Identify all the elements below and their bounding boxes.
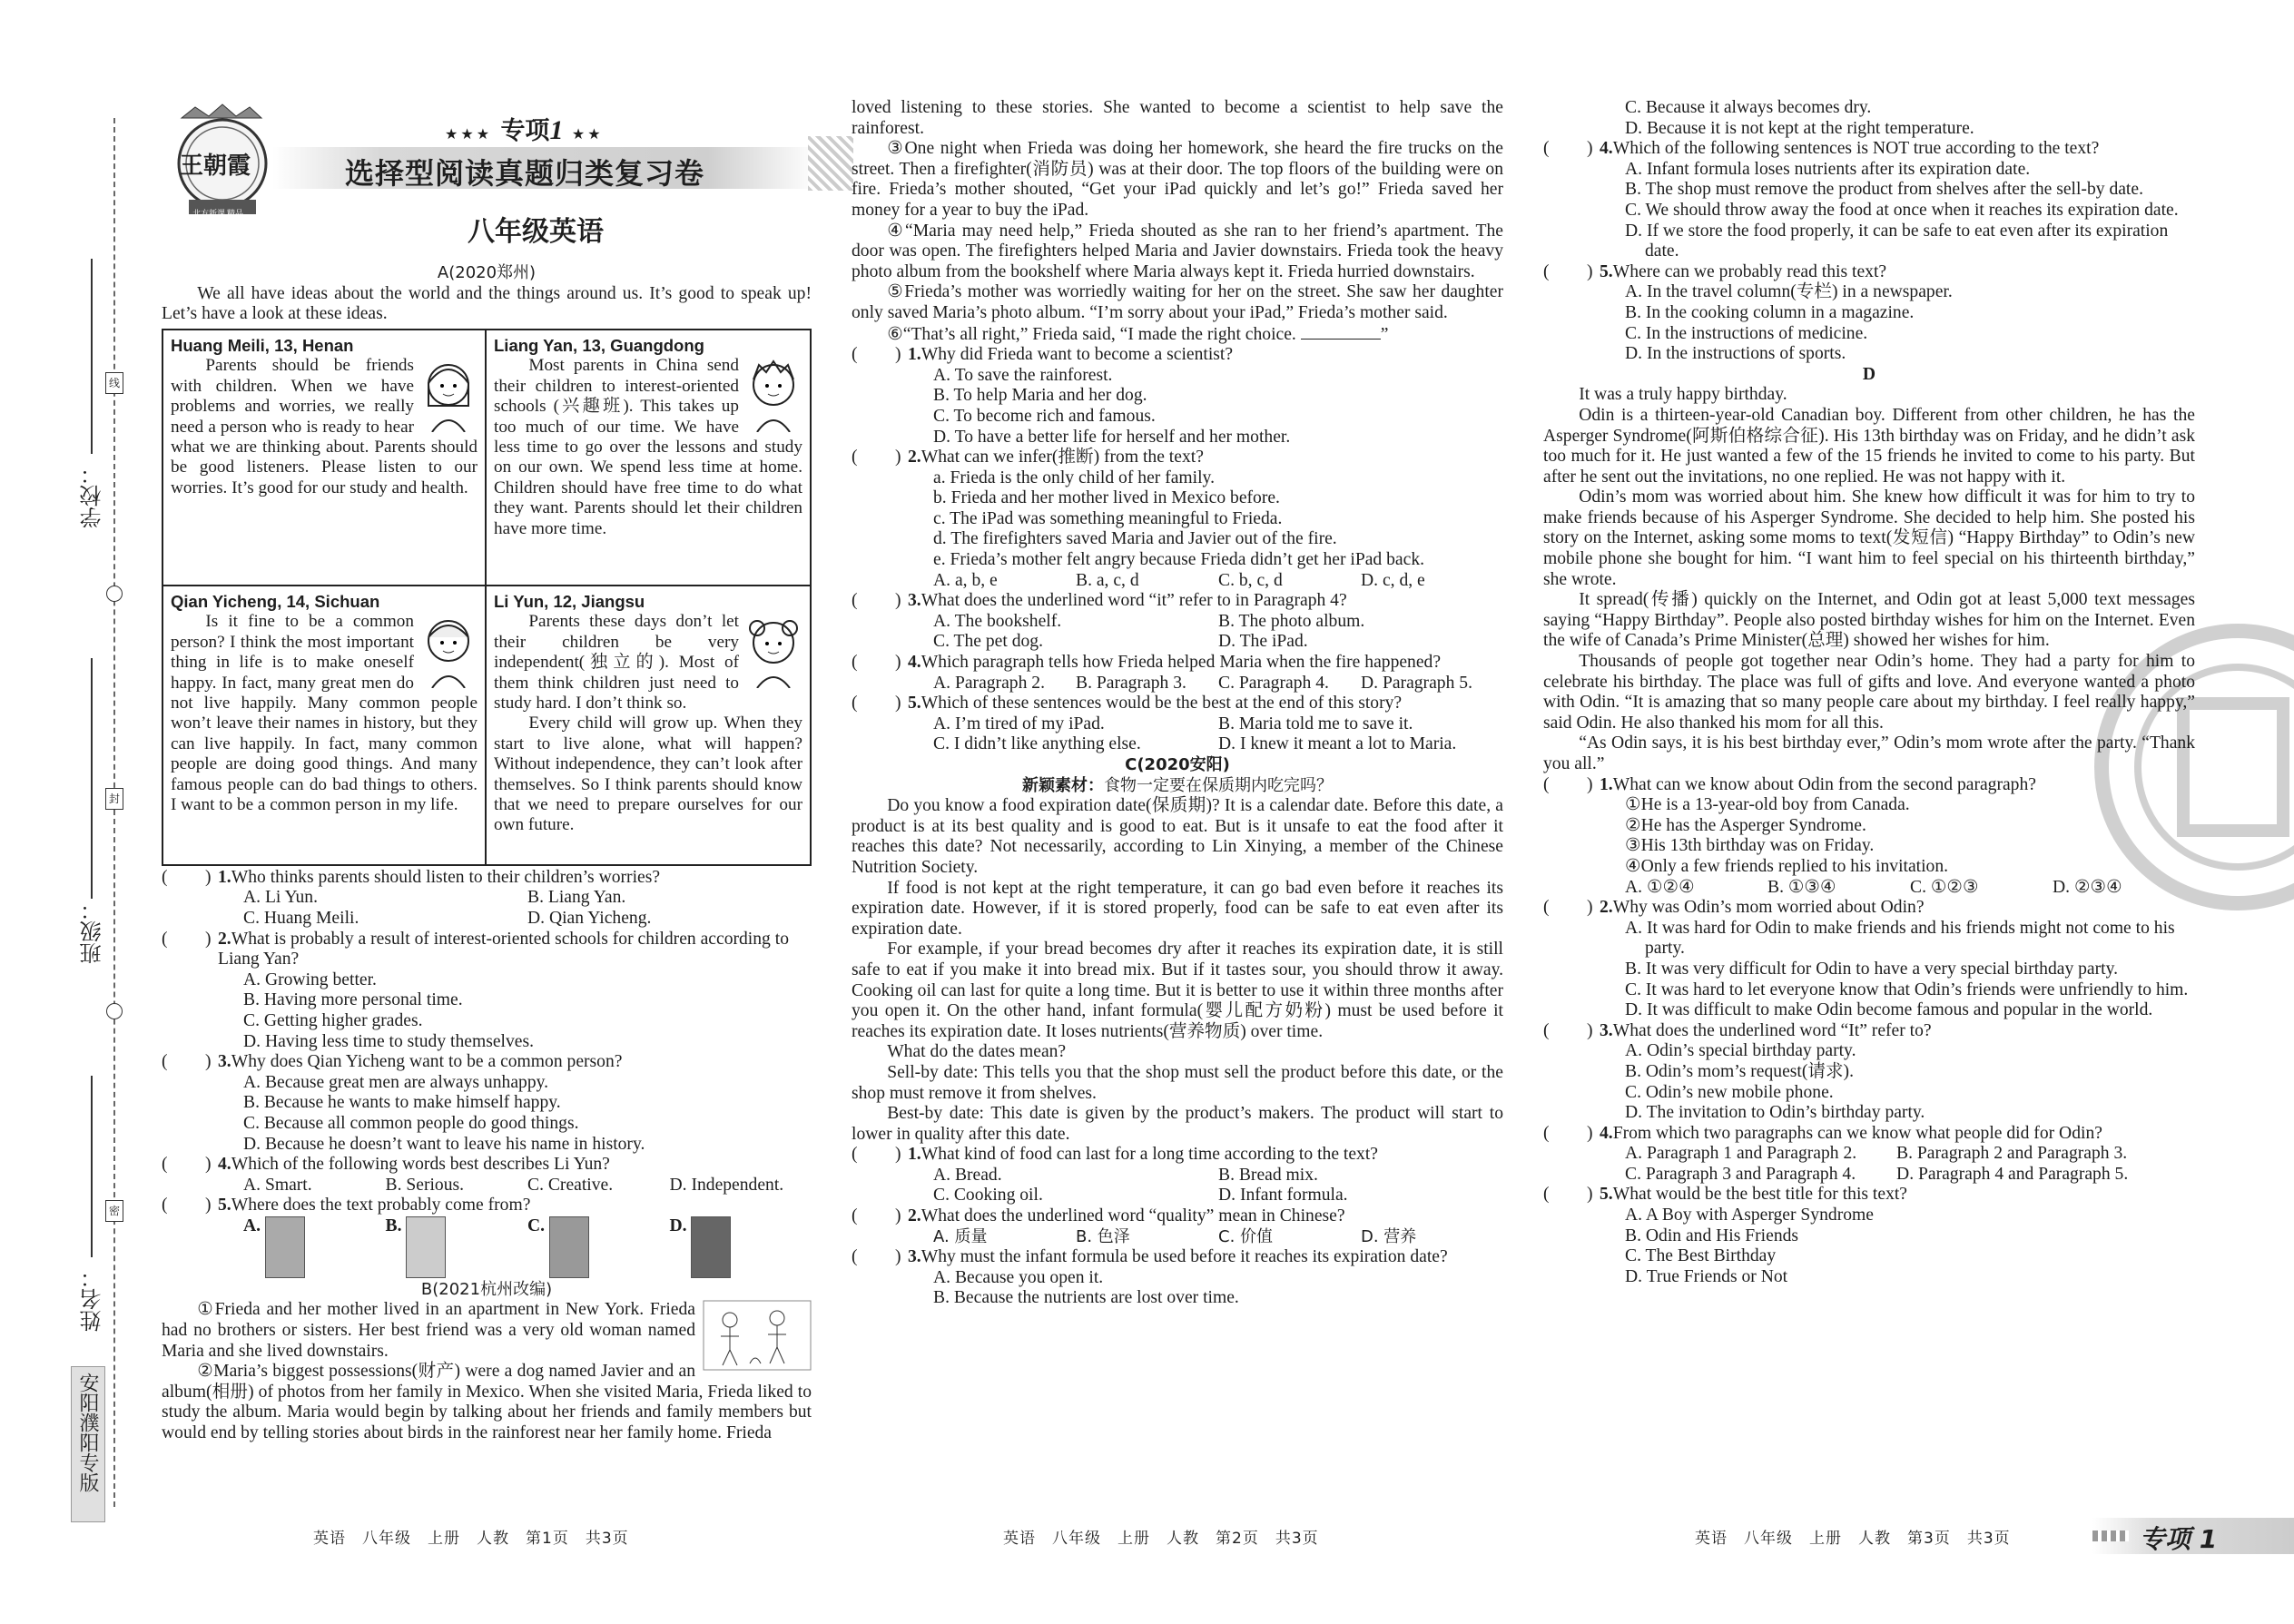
option[interactable]: D. Independent.	[669, 1175, 784, 1195]
option[interactable]: D. It was difficult to make Odin become famous and popular in the world.	[1625, 1000, 2153, 1020]
options	[852, 674, 1503, 694]
section-b-p2-cont: loved listening to these stories. She wanted to become a scientist to help save the rainforest.	[852, 98, 1503, 138]
new-material-note	[852, 776, 1503, 797]
section-d-p4: It spread(传播) quickly on the Internet, and Odin got at least 5,000 text messages saying “Happy Birthday”. People also posted birthday wishes for him on the Internet. Even the wife of Canada’s Prime Minister(总理) showed her wishes for him.	[1543, 590, 2195, 651]
opinion-name: Liang Yan, 13, Guangdong	[494, 335, 704, 355]
option[interactable]: D. ②③④	[2053, 877, 2122, 897]
option[interactable]: A. Because you open it.	[933, 1267, 1104, 1287]
column-1	[162, 263, 812, 1444]
option[interactable]: B. a, c, d	[1076, 570, 1139, 590]
question-d5: ( ) 5.What would be the best title for this text?	[1543, 1185, 1908, 1205]
option[interactable]: D. Infant formula.	[1218, 1186, 1348, 1206]
option[interactable]: D. Paragraph 5.	[1361, 673, 1472, 693]
boy-portrait-icon	[419, 612, 478, 688]
option[interactable]: A. A Boy with Asperger Syndrome	[1625, 1206, 1874, 1225]
seal-watermark-icon	[2088, 617, 2294, 917]
option[interactable]: D. The invitation to Odin’s birthday party.	[1625, 1103, 1925, 1123]
option[interactable]: C. 价值	[1218, 1226, 1274, 1246]
option[interactable]: B. Paragraph 3.	[1076, 673, 1186, 693]
option[interactable]: D. 营养	[1361, 1226, 1417, 1246]
newspaper-icon	[406, 1216, 446, 1278]
option[interactable]: D. To have a better life for herself and her mother.	[933, 427, 1291, 447]
opinion-cell	[487, 586, 810, 864]
star-icon: ★★	[571, 125, 604, 143]
series-number: 1	[549, 115, 564, 145]
section-d-p2: Odin is a thirteen-year-old Canadian boy. Different from other children, he has the Asperger Syndrome(阿斯伯格综合征). His 13th birthday was on Friday, and he didn’t ask too much for it. He just wanted a few of the 15 friends he invited to come to his party. But after he sent out the invitations, no one replied. He was not happy with it.	[1543, 405, 2195, 487]
option[interactable]: C. To become rich and famous.	[933, 406, 1156, 426]
section-b-p1: ①Frieda and her mother lived in an apartment in New York. Frieda had no brothers or sisters. Her best friend was a very old woman named Maria and she lived downstairs.	[162, 1300, 695, 1361]
statement: d. The firefighters saved Maria and Javier out of the fire.	[933, 529, 1337, 549]
section-c-p3: For example, if your bread becomes dry after it reaches its expiration date, it is still safe to eat if you make it into bread mix. But if it tastes sour, you should throw it away. Cooking oil can last for quite a long time. But it is better to use it within three months after you open it. On the other hand, infant formula(婴儿配方奶粉) must be used before it reaches its expiration date. It loses nutrients(营养物质) over time.	[852, 940, 1503, 1041]
option[interactable]: B. Serious.	[385, 1175, 465, 1195]
option[interactable]: C. Odin’s new mobile phone.	[1625, 1082, 1834, 1102]
section-b-p6: ⑥“That’s all right,” Frieda said, “I made the right choice. ”	[887, 324, 1389, 344]
option[interactable]: C. The pet dog.	[933, 632, 1043, 652]
option[interactable]: B. Maria told me to save it.	[1218, 714, 1413, 733]
name-label: 姓名：	[80, 1266, 105, 1332]
option[interactable]: A. To save the rainforest.	[933, 365, 1113, 385]
option[interactable]: C. The Best Birthday	[1625, 1246, 1777, 1266]
school-label: 学校：	[80, 463, 105, 528]
option[interactable]: C. ①②③	[1910, 877, 1979, 897]
options	[852, 1166, 1503, 1206]
cut-line	[113, 118, 115, 1507]
section-c-p1: Do you know a food expiration date(保质期)? It is a calendar date. Before this date, a product is at its best quality and is good to eat. But is it unsafe to eat the food after it reaches this date? Not necessarily, according to Lin Xinying, a member of the Chinese Nutrition Society.	[852, 796, 1503, 877]
image-options	[162, 1216, 812, 1280]
opinion-name: Li Yun, 12, Jiangsu	[494, 591, 645, 611]
options	[852, 571, 1503, 592]
opinion-text: Parents these days don’t let their children be very independent(独立的). Most of them think children just need to study hard. I don’t think so.	[494, 612, 739, 713]
options	[1543, 1144, 2195, 1185]
option[interactable]: C. We should throw away the food at once when it reaches its expiration date.	[1625, 200, 2179, 220]
section-c-p4: What do the dates mean?	[887, 1042, 1067, 1062]
option[interactable]: D. c, d, e	[1361, 570, 1425, 590]
logo-tag-right: 精品	[227, 210, 244, 219]
girl-portrait-icon	[744, 612, 802, 688]
children-playing-icon	[703, 1300, 812, 1371]
question-b2: ( ) 2.What can we infer(推断) from the text?	[852, 448, 1204, 468]
option[interactable]: C. Because all common people do good things.	[243, 1113, 579, 1133]
school-line	[91, 259, 93, 454]
option[interactable]: B. The photo album.	[1218, 611, 1365, 631]
section-c-p6: Best-by date: This date is given by the product’s makers. The product will start to lower in quality after this date.	[852, 1104, 1503, 1144]
option[interactable]: B. Because he wants to make himself happy.	[243, 1093, 561, 1113]
option-c[interactable]: C.	[527, 1216, 670, 1280]
option[interactable]: D. In the instructions of sports.	[1625, 344, 1846, 364]
option[interactable]: B. Paragraph 2 and Paragraph 3.	[1896, 1144, 2128, 1164]
section-b-p4: ④“Maria may need help,” Frieda shouted as she ran to her friend’s apartment. The door was open. The firefighters helped Maria and Javier downstairs. Frieda took the heavy photo album from the bookshelf where Maria always kept it. Frieda hurried downstairs.	[852, 221, 1503, 281]
question-a5: ( ) 5.Where does the text probably come from?	[162, 1196, 531, 1216]
boy-portrait-icon	[744, 356, 802, 432]
option[interactable]: D. True Friends or Not	[1625, 1266, 1788, 1286]
question-c5: ( ) 5.Where can we probably read this text?	[1543, 261, 1887, 281]
section-d-p3: Odin’s mom was worried about him. She knew how difficult it was for him to try to make friends because of his Asperger Syndrome. She decided to help him. She posted his story on the Internet, asking some moms to text(发短信) “Happy Birthday” to Odin’s new mobile phone she bought for him. “I want him to feel special on his thirteenth birthday,” she wrote.	[1543, 487, 2195, 589]
option[interactable]: C. It was hard to let everyone know that Odin’s friends were unfriendly to him.	[1625, 979, 2189, 999]
option[interactable]: A. Smart.	[243, 1175, 312, 1195]
option[interactable]: C. b, c, d	[1218, 570, 1283, 590]
class-line	[91, 658, 93, 899]
section-c-heading: C(2020安阳)	[1125, 755, 1230, 774]
option[interactable]: D. Paragraph 4 and Paragraph 5.	[1896, 1164, 2129, 1184]
option[interactable]: D. Because he doesn’t want to leave his name in history.	[243, 1134, 645, 1154]
question-a2: ( ) 2.What is probably a result of interest-oriented schools for children according to Liang Yan?	[162, 929, 789, 969]
question-a1: ( ) 1.Who thinks parents should listen to their children’s worries?	[162, 867, 661, 887]
section-a-heading: A(2020郑州)	[437, 263, 537, 282]
question-d3: ( ) 3.What does the underlined word “It” refer to?	[1543, 1020, 1932, 1040]
section-a-intro: We all have ideas about the world and the things around us. It’s good to speak up! Let’s have a look at these ideas.	[162, 283, 812, 324]
option[interactable]: A. Growing better.	[243, 969, 377, 989]
book-cover-icon	[691, 1216, 731, 1278]
mark-circle-1	[106, 586, 123, 602]
series-label-row	[445, 111, 604, 146]
section-d-p5: Thousands of people got together near Odin’s home. They had a party for him to celebrate his birthday. The place was full of gifts and love. And everyone wanted a photo with Odin. “It is amazing that so many people care about my birthday. I feel really happy,” said Odin. He also thanked his mom for all this.	[1543, 652, 2195, 733]
option[interactable]: B. Bread mix.	[1218, 1165, 1318, 1185]
question-b4: ( ) 4.Which paragraph tells how Frieda helped Maria when the fire happened?	[852, 653, 1442, 673]
statement: a. Frieda is the only child of her family.	[933, 468, 1215, 487]
page-footer: 英语 八年级 上册 人教 第2页 共3页	[1003, 1530, 1319, 1548]
option[interactable]: A. Infant formula loses nutrients after its expiration date.	[1625, 159, 2031, 179]
opinion-cell	[487, 330, 810, 586]
opinion-text: Parents should be friends with children. When we have problems and worries, we really need a person who is ready to hear what we are thinking about. Parents should be good listeners. Please listen to our worries. It’s good for our study and health.	[171, 356, 478, 497]
section-b-heading: B(2021杭州改编)	[420, 1279, 553, 1299]
answer-blank[interactable]	[1301, 324, 1381, 340]
question-d4: ( ) 4.From which two paragraphs can we know what people did for Odin?	[1543, 1123, 2102, 1143]
section-d-p1: It was a truly happy birthday.	[1579, 385, 1787, 405]
option[interactable]: C. Getting higher grades.	[243, 1010, 423, 1030]
question-b5: ( ) 5.Which of these sentences would be the best at the end of this story?	[852, 694, 1403, 714]
question-b1: ( ) 1.Why did Frieda want to become a scientist?	[852, 345, 1234, 365]
statement: c. The iPad was something meaningful to Frieda.	[933, 508, 1283, 528]
option[interactable]: A. Odin’s special birthday party.	[1625, 1041, 1856, 1061]
question-c4: ( ) 4.Which of the following sentences is NOT true according to the text?	[1543, 139, 2100, 159]
column-2	[852, 98, 1503, 1309]
statement: e. Frieda’s mother felt angry because Frieda didn’t get her iPad back.	[933, 550, 1425, 570]
option[interactable]: A. Because great men are always unhappy.	[243, 1072, 549, 1092]
statement: ②He has the Asperger Syndrome.	[1625, 815, 1866, 835]
page-footer: 英语 八年级 上册 人教 第1页 共3页	[313, 1530, 629, 1548]
option[interactable]: C. Paragraph 3 and Paragraph 4.	[1625, 1164, 1856, 1184]
option[interactable]: B. It was very difficult for Odin to have a very special birthday party.	[1625, 959, 2119, 979]
option[interactable]: B. Odin’s mom’s request(请求).	[1625, 1061, 1854, 1081]
opinion-text: Is it fine to be a common person? I think the most important thing in life is to make oneself happy. In fact, many great men do not live happily. Many common people won’t leave their names in history, but they can live happily. In fact, many common people are doing good things. And many famous people can do bad things to others. I want to be a common person in my life.	[171, 612, 478, 815]
option[interactable]: B. To help Maria and her dog.	[933, 386, 1147, 406]
statement: ④Only a few friends replied to his invitation.	[1625, 856, 1949, 876]
section-b-p2: ②Maria’s biggest possessions(财产) were a dog named Javier and an album(相册) of photos from her family in Mexico. When she visited Maria, Frieda liked to study the album. Maria would begin by talking about her friends and family members but would end by telling stories about birds in the rainforest near her family home. Frieda	[162, 1362, 812, 1443]
option[interactable]: B. Odin and His Friends	[1625, 1225, 1799, 1245]
option-a[interactable]: A.	[243, 1216, 386, 1280]
option[interactable]: A. Paragraph 1 and Paragraph 2.	[1625, 1144, 1857, 1164]
option[interactable]: D. Having less time to study themselves.	[243, 1031, 534, 1051]
corner-pattern	[2092, 1530, 2129, 1541]
options	[162, 888, 812, 929]
new-material-text: 食物一定要在保质期内吃完吗？	[1104, 775, 1333, 795]
series-label: 专项	[500, 117, 550, 145]
opinion-grid	[162, 329, 812, 866]
option[interactable]: A. It was hard for Odin to make friends and his friends might not come to his party.	[1625, 918, 2175, 959]
option[interactable]: B. Liang Yan.	[527, 888, 626, 908]
option[interactable]: B. ①③④	[1767, 877, 1836, 897]
option[interactable]: A. 质量	[933, 1226, 988, 1246]
section-b-p3: ③One night when Frieda was doing her homework, she heard the fire trucks on the street. Then a firefighter(消防员) was at their door. The top floors of the building were on fire. Frieda’s mother shouted, “Get your iPad quickly and let’s go!” Frieda saved her money for a year to buy the iPad.	[852, 139, 1503, 220]
question-c1: ( ) 1.What kind of food can last for a long time according to the text?	[852, 1145, 1378, 1165]
option[interactable]: D. The iPad.	[1218, 632, 1308, 652]
star-icon: ★★★	[445, 125, 493, 143]
corner-tag-label: 专项 1	[2140, 1524, 2218, 1554]
question-b3: ( ) 3.What does the underlined word “it” refer to in Paragraph 4?	[852, 591, 1347, 611]
name-line	[91, 1076, 93, 1257]
china-daily-icon	[549, 1216, 589, 1278]
mark-dense: 密	[105, 1200, 123, 1222]
opinion-cell	[163, 330, 487, 586]
option[interactable]: C. I didn’t like anything else.	[933, 734, 1141, 754]
options	[852, 1227, 1503, 1248]
option[interactable]: B. The shop must remove the product from shelves after the sell-by date.	[1625, 180, 2143, 200]
question-d1: ( ) 1.What can we know about Odin from the second paragraph?	[1543, 774, 2036, 794]
option[interactable]: C. Paragraph 4.	[1218, 673, 1329, 693]
options	[852, 612, 1503, 653]
opinion-name: Qian Yicheng, 14, Sichuan	[171, 591, 380, 611]
option[interactable]: D. Because it is not kept at the right temperature.	[1625, 118, 1974, 138]
option[interactable]: C. Creative.	[527, 1175, 614, 1195]
option[interactable]: A. ①②④	[1625, 877, 1695, 897]
edition-tag	[71, 1366, 105, 1522]
question-d2: ( ) 2.Why was Odin’s mom worried about Odin?	[1543, 898, 1925, 918]
option[interactable]: A. Li Yun.	[243, 888, 319, 908]
option[interactable]: A. Paragraph 2.	[933, 673, 1045, 693]
section-d-heading: D	[1862, 364, 1876, 384]
opinion-cell	[163, 586, 487, 864]
edition-label: 安阳濮阳专版	[76, 1373, 99, 1492]
option[interactable]: C. Cooking oil.	[933, 1186, 1043, 1206]
title-pattern	[808, 136, 853, 191]
option[interactable]: B. In the cooking column in a magazine.	[1625, 302, 1915, 322]
girl-portrait-icon	[419, 356, 478, 432]
magazine-cover-icon	[265, 1216, 305, 1278]
option[interactable]: A. In the travel column(专栏) in a newspaper.	[1625, 282, 1953, 302]
option[interactable]: B. 色泽	[1076, 1226, 1130, 1246]
option[interactable]: D. If we store the food properly, it can be safe to eat even after its expiration date.	[1625, 221, 2169, 261]
option[interactable]: B. Because the nutrients are lost over time.	[933, 1288, 1239, 1308]
class-label: 班级：	[80, 899, 105, 964]
question-c2: ( ) 2.What does the underlined word “quality” mean in Chinese?	[852, 1206, 1345, 1226]
statement: ①He is a 13-year-old boy from Canada.	[1625, 795, 1910, 815]
option[interactable]: D. Qian Yicheng.	[527, 908, 652, 928]
option[interactable]: A. The bookshelf.	[933, 611, 1062, 631]
new-material-label: 新颖素材：	[1022, 775, 1104, 795]
question-c3: ( ) 3.Why must the infant formula be used before it reaches its expiration date?	[852, 1247, 1448, 1267]
mark-line: 线	[105, 372, 123, 394]
option[interactable]: A. Bread.	[933, 1165, 1002, 1185]
option-b[interactable]: B.	[386, 1216, 528, 1280]
option[interactable]: A. a, b, e	[933, 570, 998, 590]
option[interactable]: A. I’m tired of my iPad.	[933, 714, 1105, 733]
option[interactable]: D. I knew it meant a lot to Maria.	[1218, 734, 1457, 754]
question-a3: ( ) 3.Why does Qian Yicheng want to be a common person?	[162, 1052, 623, 1072]
section-c-p2: If food is not kept at the right temperature, it can go bad even before it reaches its expiration date. However, if it is stored properly, food can be safe to eat even after its expiration date.	[852, 878, 1503, 939]
corner-tag	[2092, 1518, 2294, 1554]
option[interactable]: B. Having more personal time.	[243, 990, 463, 1010]
option[interactable]: C. In the instructions of medicine.	[1625, 323, 1868, 343]
opinion-name: Huang Meili, 13, Henan	[171, 335, 354, 355]
page-subtitle: 八年级英语	[468, 216, 604, 248]
logo-tag-left: 北方新课	[192, 210, 226, 219]
page-title: 选择型阅读真题归类复习卷	[345, 156, 705, 191]
question-a4: ( ) 4.Which of the following words best describes Li Yun?	[162, 1155, 610, 1175]
statement: ③His 13th birthday was on Friday.	[1625, 836, 1875, 856]
option-d[interactable]: D.	[670, 1216, 812, 1280]
section-c-p5: Sell-by date: This tells you that the shop must sell the product before this date, or the shop must remove it from shelves.	[852, 1062, 1503, 1103]
section-d-p6: “As Odin says, it is his best birthday ever,” Odin’s mom wrote after the party. “Thank you all.”	[1543, 733, 2195, 773]
options	[852, 714, 1503, 755]
opinion-text: Every child will grow up. When they start to live alone, what will happen? Without independence, they can’t look after themselves. So I think parents should know that we need to prepare ourselves for our own future.	[494, 714, 802, 835]
option[interactable]: C. Because it always becomes dry.	[1625, 98, 1872, 117]
mark-seal: 封	[105, 788, 123, 810]
logo-text: 王朝霞	[180, 153, 251, 180]
option[interactable]: C. Huang Meili.	[243, 908, 359, 928]
options	[162, 1176, 812, 1196]
section-b-p5: ⑤Frieda’s mother was worriedly waiting for her on the street. She saw her daughter only saved Maria’s photo album. “I’m sorry about your iPad,” Frieda’s mother said.	[852, 282, 1503, 322]
page-footer: 英语 八年级 上册 人教 第3页 共3页	[1695, 1530, 2011, 1548]
statement: b. Frieda and her mother lived in Mexico before.	[933, 488, 1280, 508]
mark-circle-2	[106, 1003, 123, 1019]
opinion-text: Most parents in China send their children to interest-oriented schools (兴趣班). This takes up too much of our time. We have less time to go over the lessons and study on our own. We spend less time at home. Children should have free time to do what they want. Parents should let their children have more time.	[494, 356, 802, 538]
